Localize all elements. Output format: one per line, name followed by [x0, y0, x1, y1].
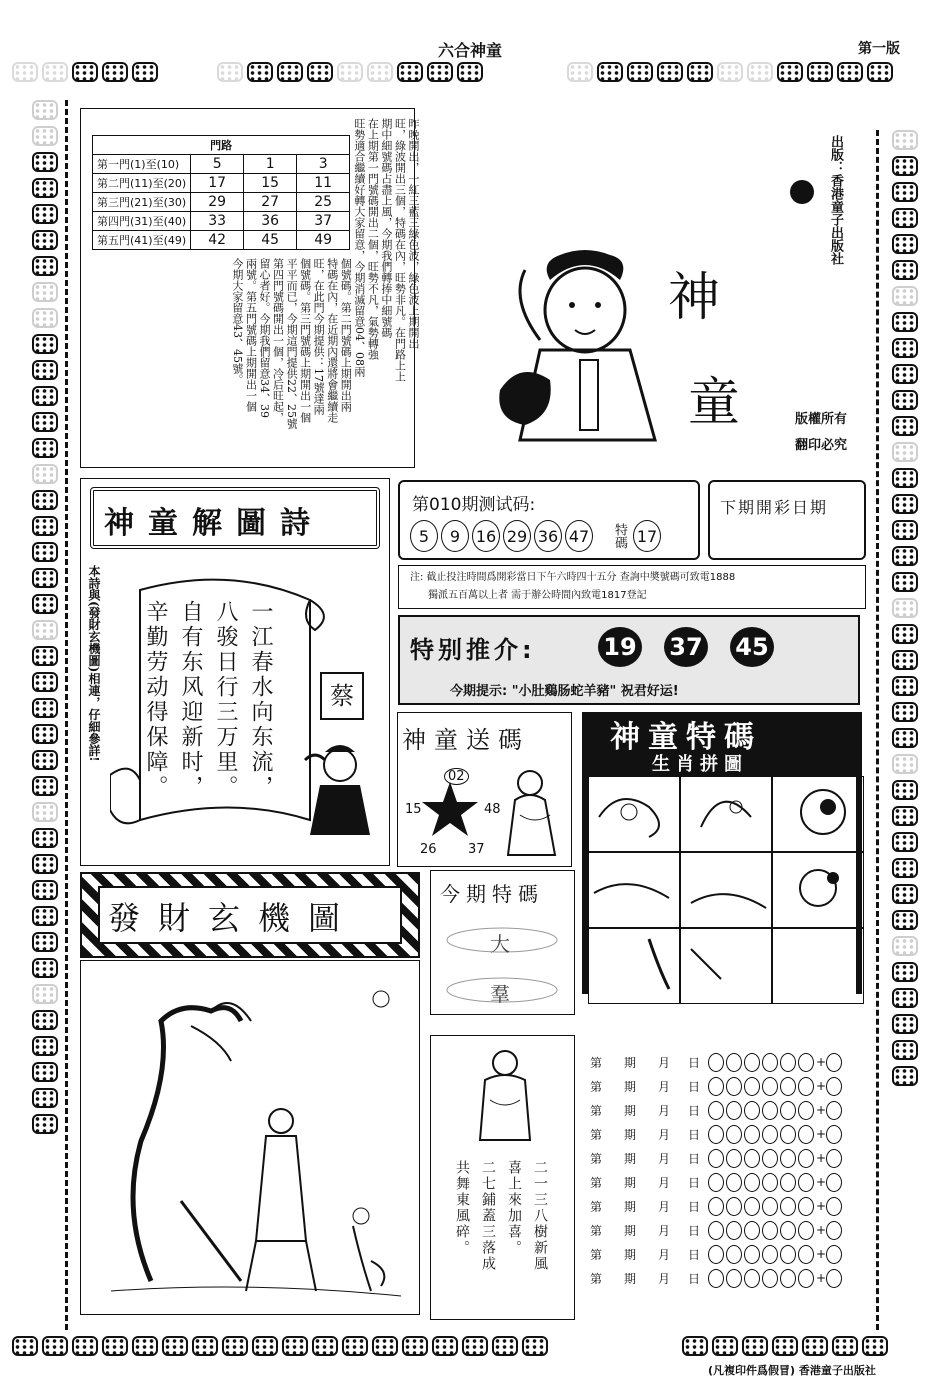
record-row: 第 期 月 日 + — [590, 1218, 844, 1242]
left-dashed-border — [65, 100, 68, 1330]
draw-ball: 36 — [534, 520, 562, 552]
draw-ball: 29 — [503, 520, 531, 552]
zodiac-cell — [680, 776, 772, 852]
child-illustration — [480, 240, 680, 450]
poem-title: 神童解圖詩 — [104, 506, 324, 541]
recommend-hint: 今期提示: "小肚鷄肠蛇羊豬" 祝君好运! — [450, 684, 679, 699]
rights-line-2: 翻印必究 — [795, 438, 848, 453]
gates-table-head: 門路 — [93, 136, 350, 155]
recommend-label: 特别推介: — [410, 636, 536, 664]
today-special-char-2: 羣 — [490, 982, 510, 1006]
right-dot-column — [890, 130, 920, 1086]
record-row: 第 期 月 日 + — [590, 1242, 844, 1266]
star-icon — [420, 780, 480, 844]
top-dot-band-mid — [215, 62, 485, 82]
zodiac-cell — [680, 852, 772, 928]
record-row: 第 期 月 日 + — [590, 1146, 844, 1170]
recommend-ball: 19 — [598, 627, 642, 667]
record-row: 第 期 月 日 + — [590, 1050, 844, 1074]
poem-stamp: 蔡 — [320, 672, 364, 720]
special-code-title: 神童特碼 — [610, 720, 762, 755]
zodiac-cell — [772, 852, 864, 928]
riddle-text: 二一三八樹新風 喜上來加喜。 二七鋪蓋三落成 共舞東風碎。 — [454, 1160, 548, 1272]
zodiac-grid — [582, 776, 862, 994]
next-draw-label: 下期開彩日期 — [720, 498, 829, 517]
today-special-char-1: 大 — [490, 932, 510, 956]
publisher-line: 出版：香港童子出版社 — [828, 135, 843, 265]
record-row: 第 期 月 日 + — [590, 1194, 844, 1218]
zodiac-cell — [680, 928, 772, 1004]
fortune-title: 發財玄機圖 — [108, 899, 359, 937]
recommend-ball: 37 — [664, 627, 708, 667]
table-row: 第四門(31)至(40) 33 36 37 — [93, 212, 350, 231]
table-row: 第五門(41)至(49) 42 45 49 — [93, 231, 350, 250]
test-code-label: 第010期测试码: — [412, 495, 536, 515]
table-row: 第一門(1)至(10) 5 1 3 — [93, 155, 350, 174]
send-number: 37 — [468, 842, 485, 857]
table-row: 第二門(11)至(20) 17 15 11 — [93, 174, 350, 193]
logo-char-2: 童 — [688, 373, 741, 433]
test-code-numbers — [410, 520, 664, 552]
record-row: 第 期 月 日 + — [590, 1170, 844, 1194]
zodiac-cell — [772, 928, 864, 1004]
record-row: 第 期 月 日 + — [590, 1074, 844, 1098]
top-dot-band-right — [565, 62, 895, 82]
zodiac-cell — [588, 852, 680, 928]
fortune-picture — [80, 960, 420, 1315]
special-label: 特碼 — [612, 523, 627, 549]
logo-char-1: 神 — [668, 268, 721, 328]
draw-ball: 16 — [472, 520, 500, 552]
record-row: 第 期 月 日 + — [590, 1122, 844, 1146]
poem-side-note: 本詩與(發財玄機圖)相連，仔細參詳! — [87, 565, 101, 762]
record-row: 第 期 月 日 + — [590, 1098, 844, 1122]
send-number: 26 — [420, 842, 437, 857]
draw-ball: 9 — [441, 520, 469, 552]
child-sketch — [500, 765, 565, 860]
recommend-numbers — [576, 627, 774, 667]
notice-line-2: 獨派五百萬以上者 需于辦公時間內致電1817登記 — [428, 590, 647, 601]
zodiac-cell — [588, 776, 680, 852]
bottom-dot-band-right — [680, 1336, 890, 1356]
send-number: 48 — [484, 802, 501, 817]
draw-ball: 47 — [565, 520, 593, 552]
today-special-title: 今期特碼 — [440, 882, 544, 906]
record-table — [590, 1050, 844, 1290]
notice-line-1: 注: 截止投注時間爲開彩當日下午六時四十五分 查詢中奬號碼可致電1888 — [410, 572, 736, 583]
table-row: 第三門(21)至(30) 29 27 25 — [93, 193, 350, 212]
recommend-ball: 45 — [730, 627, 774, 667]
draw-ball: 5 — [410, 520, 438, 552]
special-code-subtitle: 生肖拼圖 — [652, 754, 748, 775]
zodiac-cell — [588, 928, 680, 1004]
zodiac-cell — [772, 776, 864, 852]
bottom-dot-band — [10, 1336, 550, 1356]
left-dot-column — [30, 100, 60, 1134]
next-draw-box — [708, 480, 866, 560]
right-dashed-border — [876, 130, 879, 1330]
send-number: 15 — [405, 802, 422, 817]
send-number: 02 — [444, 768, 469, 785]
boy-illustration — [300, 740, 380, 840]
poem-lines: 一江春水向东流， 八骏日行三万里。 自有东风迎新时， 辛勤劳动得保障。 — [143, 600, 273, 800]
footer-note: (凡複印件爲假冒) 香港童子出版社 — [708, 1364, 876, 1377]
record-row: 第 期 月 日 + — [590, 1266, 844, 1290]
analysis-text: 昨晚開出，一紅三藍三綠色波，綠色波上期開出 旺，綠波開出三個，特碼在內，旺勢非凡。在門路上上 期中細號碼占盡上風，今期我們轉捧中細號碼 在上期第一門號碼開出二個，旺勢不凡，氣勢轉強 旺勢適合繼續好轉大家留意，今期消滅留意04、08兩 個號碼。第二門號碼上期開出兩 特碼在內，在近期內還將會繼續走 旺，在此門今期提供：17號達兩 個號碼。第三門號碼上期開出一個 平平而已，今期這門提供22、25號 第四門號碼開出一個，冷后旺起， 留心者好。今期我們留意34、39 兩號。第五門號碼上期開出一個 今期大家留意43、45號。 — [230, 118, 420, 429]
special-ball: 17 — [633, 520, 661, 552]
edition-label: 第一版 — [858, 41, 900, 57]
send-code-title: 神童送碼 — [402, 726, 530, 754]
top-dot-band — [10, 62, 160, 82]
page-title: 六合神童 — [438, 41, 503, 60]
rights-line-1: 版權所有 — [795, 412, 848, 427]
publisher-logo-dot — [790, 180, 814, 204]
riddle-illustration — [460, 1045, 550, 1149]
